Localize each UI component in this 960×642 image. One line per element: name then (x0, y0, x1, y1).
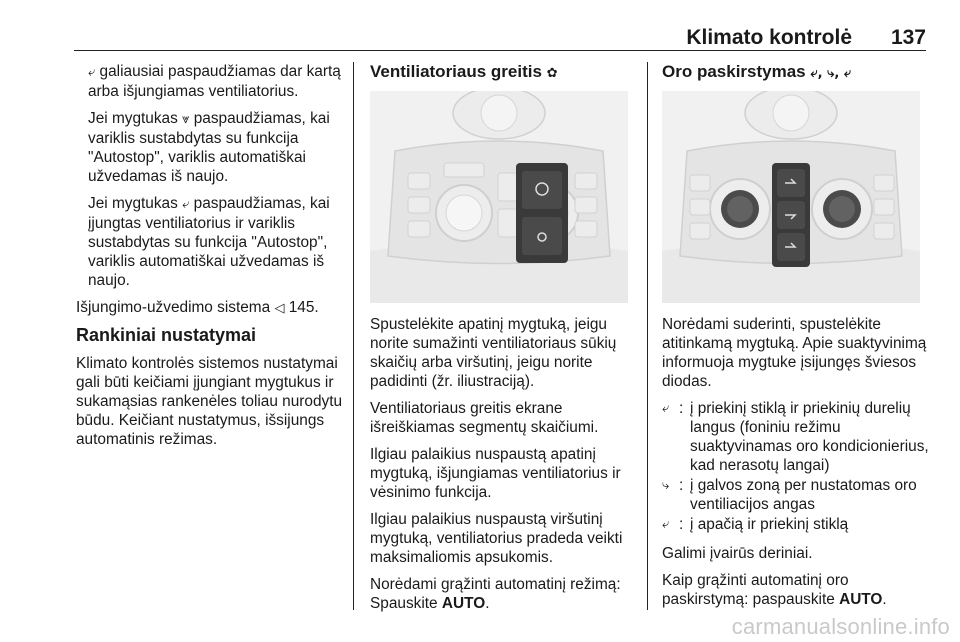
reference-arrow-icon: ◁ (274, 301, 285, 316)
paragraph: Galimi įvairūs deriniai. (662, 545, 813, 562)
paragraph: Klimato kontrolės sistemos nustatymai gali būti keičiami įjungiant mygtukus ir sukamąsias rankenėles toliau nurodytu būdu. Keičiant nustatymus, išsijungs automatinis režimas. (76, 355, 343, 448)
header-title: Klimato kontrolė (686, 26, 852, 49)
paragraph: Ventiliatoriaus greitis ekrane išreiškiamas segmentų skaičiumi. (370, 400, 599, 436)
auto-label: AUTO (839, 591, 883, 608)
continued-list (76, 62, 346, 290)
fan-icon: ✿ (546, 66, 558, 81)
paragraph: Ilgiau palaikius nuspaustą apatinį mygtuką, išjungiamas ventiliatorius ir vėsinimo funkcija. (370, 446, 621, 501)
footwell-air-icon: ⤶ (662, 517, 670, 532)
paragraph: Norėdami grąžinti automatinį režimą: Spauskite AUTO. (370, 576, 621, 612)
column-right (662, 62, 932, 617)
paragraph: Jei mygtukas ⩔ paspaudžiamas, kai variklis sustabdytas su funkcija "Autostop", variklis automatiškai užvedamas iš naujo. (88, 110, 330, 185)
column-divider (353, 62, 354, 610)
list-item: ⤶ : į apačią ir priekinį stiklą (662, 516, 849, 533)
windshield-air-icon: ⤶ (182, 197, 190, 212)
climate-panel-image-fan (370, 91, 628, 303)
air-distribution-icons: ⤶, ⤷, ⤶ (810, 66, 852, 81)
paragraph: Jei mygtukas ⤶ paspaudžiamas, kai įjungtas ventiliatorius ir variklis sustabdytas su funkcija "Autostop", variklis automatiškai užvedamas iš naujo. (88, 195, 330, 289)
definition-list (662, 399, 932, 534)
paragraph: Spustelėkite apatinį mygtuką, jeigu norite sumažinti ventiliatoriaus sūkių skaičių arba viršutinį, jeigu norite padidinti (žr. iliustraciją). (370, 316, 617, 390)
paragraph: Norėdami suderinti, spustelėkite atitinkamą mygtuką. Apie suaktyvinimą informuoja mygtuke įsijungęs šviesos diodas. (662, 316, 927, 390)
ac-icon: ⩔ (182, 112, 190, 127)
section-heading: Rankiniai nustatymai (76, 325, 257, 345)
section-heading: Oro paskirstymas ⤶, ⤷, ⤶ (662, 62, 852, 81)
page-number: 137 (890, 26, 926, 49)
head-level-air-icon: ⤷ (662, 478, 670, 493)
column-left (76, 62, 346, 457)
paragraph: Kaip grąžinti automatinį oro paskirstymą: paspauskite AUTO. (662, 572, 887, 608)
climate-panel-image-distribution (662, 91, 920, 303)
watermark: carmanualsonline.info (731, 614, 950, 639)
page-header (74, 22, 926, 51)
climate-panel-illustration (662, 91, 920, 303)
section-heading: Ventiliatoriaus greitis ✿ (370, 62, 558, 81)
auto-label: AUTO (441, 595, 486, 612)
windshield-air-icon: ⤶ (662, 401, 670, 416)
list-item: ⤷ : į galvos zoną per nustatomas oro ventiliacijos angas (662, 477, 917, 513)
column-middle (370, 62, 634, 621)
windshield-air-icon: ⤶ (88, 65, 96, 80)
paragraph: Ilgiau palaikius nuspaustą viršutinį mygtuką, ventiliatorius pradeda veikti maksimaliomis apsukomis. (370, 511, 623, 566)
column-divider (647, 62, 648, 610)
list-item: ⤶ : į priekinį stiklą ir priekinių durelių langus (foniniu režimu suaktyvinamas oro kondicionierius, kad nerasotų langai) (662, 400, 929, 474)
paragraph: ⤶ galiausiai paspaudžiamas dar kartą arba išjungiamas ventiliatorius. (88, 63, 341, 100)
cross-reference: Išjungimo-užvedimo sistema ◁ 145. (76, 299, 319, 316)
climate-panel-illustration (370, 91, 628, 303)
